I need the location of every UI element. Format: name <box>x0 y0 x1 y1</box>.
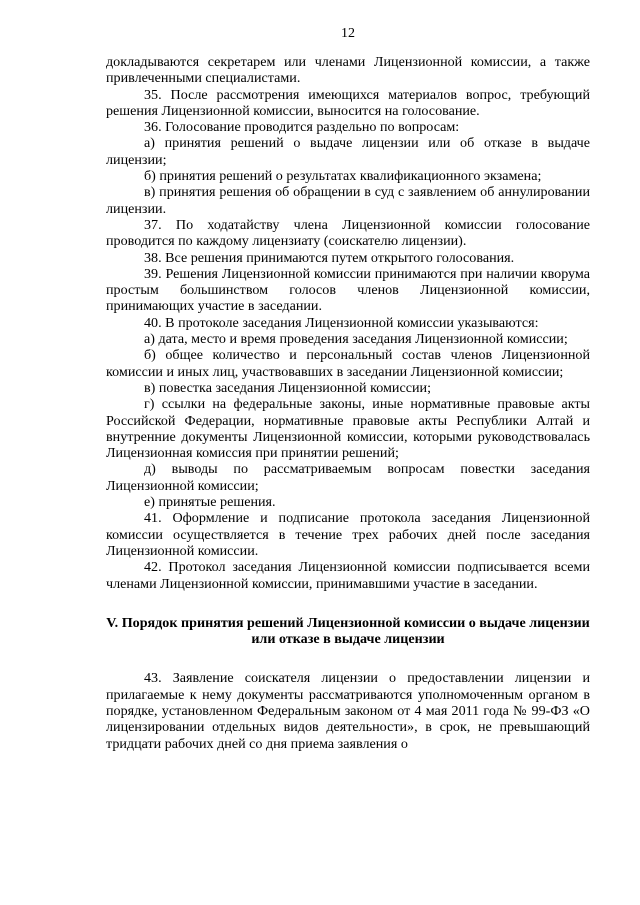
paragraph: 39. Решения Лицензионной комиссии принимаются при наличии кворума простым большинством голосов членов Лицензионной комиссии, принимающих участие в заседании. <box>106 265 590 315</box>
paragraph: а) принятия решений о выдаче лицензии или об отказе в выдаче лицензии; <box>106 135 590 168</box>
body-text-top <box>106 54 590 592</box>
paragraph: докладываются секретарем или членами Лицензионной комиссии, а также привлеченными специалистами. <box>106 54 590 87</box>
paragraph: 42. Протокол заседания Лицензионной комиссии подписывается всеми членами Лицензионной комиссии, принимавшими участие в заседании. <box>106 559 590 592</box>
paragraph: 36. Голосование проводится раздельно по вопросам: <box>144 119 460 136</box>
paragraph: г) ссылки на федеральные законы, иные нормативные правовые акты Российской Федерации, нормативные правовые акты Республики Алтай и внутренние документы Лицензионной комиссии, которыми руководствовалась Лицензионная комиссия при принятии решений; <box>106 396 590 462</box>
paragraph: а) дата, место и время проведения заседания Лицензионной комиссии; <box>144 331 568 348</box>
paragraph: д) выводы по рассматриваемым вопросам повестки заседания Лицензионной комиссии; <box>106 461 590 494</box>
paragraph: 38. Все решения принимаются путем открытого голосования. <box>144 249 515 266</box>
paragraph: 41. Оформление и подписание протокола заседания Лицензионной комиссии осуществляется в течение трех рабочих дней после заседания Лицензионной комиссии. <box>106 510 590 559</box>
paragraph: в) повестка заседания Лицензионной комиссии; <box>144 379 431 396</box>
paragraph: 40. В протоколе заседания Лицензионной комиссии указываются: <box>144 314 539 331</box>
paragraph: б) принятия решений о результатах квалификационного экзамена; <box>144 168 542 185</box>
paragraph: 37. По ходатайству члена Лицензионной комиссии голосование проводится по каждому лицензиату (соискателю лицензии). <box>106 216 590 250</box>
body-text-bottom <box>106 670 590 751</box>
paragraph: 43. Заявление соискателя лицензии о предоставлении лицензии и прилагаемые к нему документы рассматриваются уполномоченным органом в порядке, установленном Федеральным законом от 4 мая 2011 года № 99-ФЗ «О лицензировании отдельных видов деятельности», в срок, не превышающий тридцати рабочих дней со дня приема заявления о <box>106 670 590 752</box>
paragraph: б) общее количество и персональный состав членов Лицензионной комиссии и иных лиц, участвовавших в заседании Лицензионной комиссии; <box>106 347 590 380</box>
paragraph: 35. После рассмотрения имеющихся материалов вопрос, требующий решения Лицензионной комиссии, выносится на голосование. <box>106 86 590 119</box>
page-number: 12 <box>341 26 355 41</box>
section-heading: V. Порядок принятия решений Лицензионной комиссии о выдаче лицензии или отказе в выдаче лицензии <box>106 614 590 648</box>
paragraph: е) принятые решения. <box>144 494 276 511</box>
paragraph: в) принятия решения об обращении в суд с заявлением об аннулировании лицензии. <box>106 184 590 217</box>
